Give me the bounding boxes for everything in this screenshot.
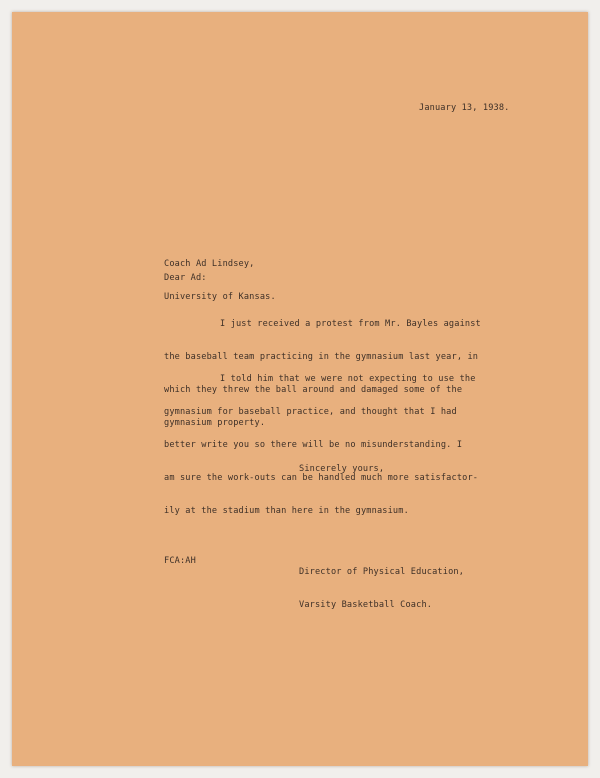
- paragraph-line: the baseball team practicing in the gymnasium last year, in: [164, 352, 479, 362]
- paragraph-line: gymnasium property.: [164, 418, 266, 428]
- letter-page: [12, 12, 588, 766]
- recipient-institution: University of Kansas.: [164, 292, 276, 302]
- signature-block: [299, 545, 464, 633]
- signature-title-2: Varsity Basketball Coach.: [299, 600, 433, 610]
- paragraph-line: ily at the stadium than here in the gymnasium.: [164, 506, 409, 516]
- salutation: Dear Ad:: [164, 273, 207, 283]
- reference-initials: FCA:AH: [164, 556, 196, 566]
- recipient-name: Coach Ad Lindsey,: [164, 259, 255, 269]
- complimentary-closing: Sincerely yours,: [299, 464, 385, 474]
- paragraph-line: which they threw the ball around and damaged some of the: [164, 385, 463, 395]
- paragraph-line: gymnasium for baseball practice, and thought that I had: [164, 407, 457, 417]
- body-paragraph-2: [164, 352, 478, 539]
- paragraph-line: I told him that we were not expecting to use the: [220, 374, 476, 384]
- paragraph-line: better write you so there will be no misunderstanding. I: [164, 440, 463, 450]
- paragraph-line: I just received a protest from Mr. Bayles against: [220, 319, 481, 329]
- signature-title-1: Director of Physical Education,: [299, 567, 465, 577]
- letter-date: January 13, 1938.: [419, 103, 510, 113]
- paragraph-line: am sure the work-outs can be handled much more satisfactor-: [164, 473, 479, 483]
